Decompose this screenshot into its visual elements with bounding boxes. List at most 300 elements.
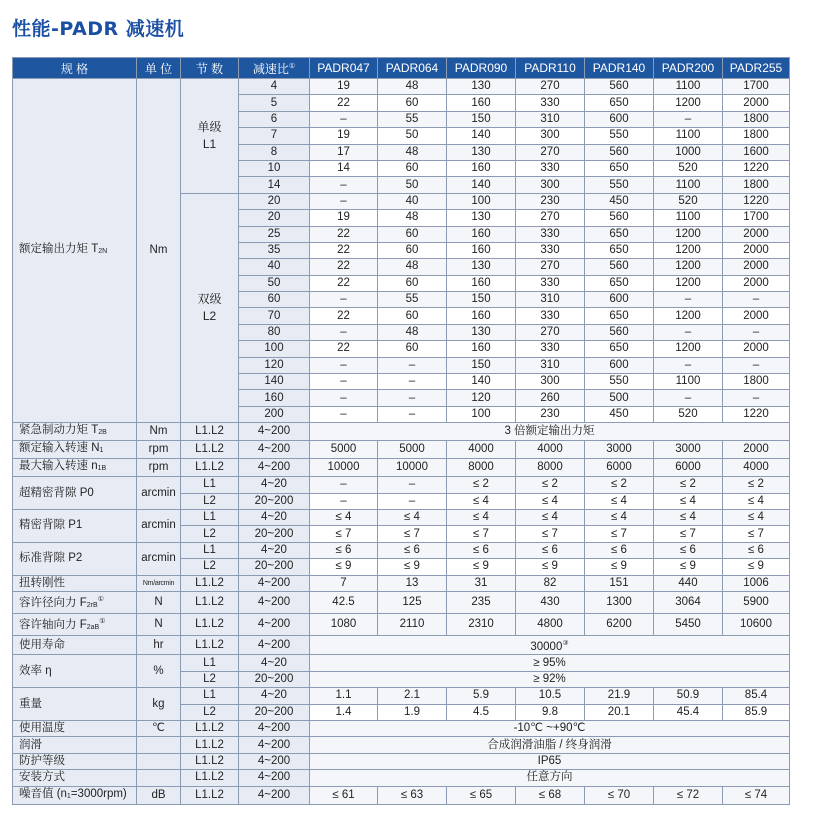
value-cell: ≤ 7	[447, 526, 516, 542]
value-cell: ≤ 6	[447, 542, 516, 558]
unit-cell: arcmin	[137, 542, 181, 575]
spec-label-text: 容许径向力 F	[19, 596, 87, 609]
span-text: -10℃ ~+90℃	[513, 722, 586, 735]
spec-label	[13, 635, 137, 655]
value-cell: 50	[378, 177, 447, 193]
value-cell: –	[310, 477, 378, 493]
ratio-cell: 4~200	[239, 423, 310, 441]
spec-label-note: ①	[97, 595, 104, 603]
stage-cell: L1.L2	[181, 575, 239, 591]
stage-cell: L1.L2	[181, 737, 239, 753]
value-cell: 55	[378, 111, 447, 127]
value-cell: 1200	[654, 95, 723, 111]
spec-label-subscript: 1B	[97, 465, 107, 473]
stage-cell: L1.L2	[181, 613, 239, 635]
unit-cell: ℃	[137, 720, 181, 736]
ratio-cell: 8	[239, 144, 310, 160]
value-cell: ≤ 7	[585, 526, 654, 542]
unit-cell: Nm	[137, 79, 181, 423]
ratio-cell: 20~200	[239, 559, 310, 575]
value-cell: 300	[516, 374, 585, 390]
value-cell: 4.5	[447, 704, 516, 720]
value-cell: 3000	[585, 441, 654, 459]
value-cell: ≤ 4	[447, 509, 516, 525]
value-cell: ≤ 2	[585, 477, 654, 493]
spec-label-subscript: 1	[99, 447, 104, 455]
value-cell: 160	[447, 95, 516, 111]
value-cell: 151	[585, 575, 654, 591]
stage-cell: L2	[181, 671, 239, 687]
value-cell: 560	[585, 259, 654, 275]
value-cell: 230	[516, 193, 585, 209]
value-cell: 270	[516, 210, 585, 226]
ratio-cell: 7	[239, 128, 310, 144]
value-cell: ≤ 4	[516, 509, 585, 525]
value-cell: 600	[585, 111, 654, 127]
value-cell: 150	[447, 111, 516, 127]
value-cell: ≤ 70	[585, 786, 654, 804]
value-cell: 560	[585, 324, 654, 340]
value-cell: 330	[516, 341, 585, 357]
value-cell: 17	[310, 144, 378, 160]
value-cell: 130	[447, 259, 516, 275]
ratio-cell: 4~200	[239, 720, 310, 736]
unit-cell	[137, 737, 181, 753]
unit-cell	[137, 770, 181, 786]
value-cell: 650	[585, 160, 654, 176]
spec-label	[13, 423, 137, 441]
value-cell: 1000	[654, 144, 723, 160]
value-cell: ≤ 6	[378, 542, 447, 558]
spec-label-text: 紧急制动力矩 T	[19, 424, 99, 437]
value-cell: 560	[585, 210, 654, 226]
value-cell: 330	[516, 275, 585, 291]
value-cell: 300	[516, 128, 585, 144]
value-cell: 21.9	[585, 688, 654, 704]
spec-label	[13, 459, 137, 477]
value-cell: 130	[447, 144, 516, 160]
stage-cell: L2	[181, 526, 239, 542]
value-cell: 140	[447, 128, 516, 144]
value-cell: ≤ 63	[378, 786, 447, 804]
value-cell: 520	[654, 160, 723, 176]
value-cell: 330	[516, 95, 585, 111]
value-cell: 130	[447, 79, 516, 95]
value-cell: ≤ 4	[585, 509, 654, 525]
value-cell: –	[378, 493, 447, 509]
stage-cell: L2	[181, 493, 239, 509]
stage-l2-name: 双级	[197, 291, 222, 306]
value-cell: ≤ 7	[516, 526, 585, 542]
table-row	[13, 477, 790, 493]
value-cell: 300	[516, 177, 585, 193]
spec-label	[13, 79, 137, 423]
ratio-cell: 4~200	[239, 635, 310, 655]
spec-label	[13, 786, 137, 804]
value-cell: ≤ 7	[723, 526, 790, 542]
unit-cell: rpm	[137, 441, 181, 459]
value-cell: 4000	[447, 441, 516, 459]
header-model: PADR064	[378, 58, 447, 79]
spec-label-text: 重量	[19, 697, 42, 710]
stage-cell: L1.L2	[181, 591, 239, 613]
span-note: ③	[562, 639, 569, 647]
value-cell: 1800	[723, 177, 790, 193]
value-cell: 235	[447, 591, 516, 613]
unit-cell: kg	[137, 688, 181, 721]
spec-table	[12, 57, 790, 805]
header-unit: 单 位	[137, 58, 181, 79]
value-cell: 650	[585, 95, 654, 111]
value-cell: 5.9	[447, 688, 516, 704]
table-row	[13, 441, 790, 459]
stage-cell: L1.L2	[181, 720, 239, 736]
value-cell: ≤ 9	[654, 559, 723, 575]
spec-label	[13, 720, 137, 736]
stage-l2	[181, 193, 239, 422]
value-cell: 2.1	[378, 688, 447, 704]
stage-l1-name: 单级	[197, 119, 222, 134]
value-cell: 1100	[654, 374, 723, 390]
value-cell: ≤ 74	[723, 786, 790, 804]
spec-label-text: 标准背隙 P2	[19, 552, 83, 565]
value-cell: 1300	[585, 591, 654, 613]
spec-label-text: 额定输入转速 N	[19, 442, 100, 455]
value-cell: ≤ 9	[447, 559, 516, 575]
table-row	[13, 542, 790, 558]
stage-cell: L2	[181, 704, 239, 720]
ratio-cell: 4~20	[239, 655, 310, 671]
unit-cell: hr	[137, 635, 181, 655]
value-cell: –	[310, 177, 378, 193]
spec-label-text: 噪音值 (n	[19, 787, 67, 800]
table-row	[13, 786, 790, 804]
spec-label	[13, 575, 137, 591]
value-cell: 160	[447, 242, 516, 258]
value-cell: 230	[516, 406, 585, 422]
value-cell: ≤ 2	[654, 477, 723, 493]
value-cell: 10.5	[516, 688, 585, 704]
span-value-cell	[310, 753, 790, 769]
value-cell: 1220	[723, 406, 790, 422]
value-cell: 5450	[654, 613, 723, 635]
value-cell: –	[310, 406, 378, 422]
value-cell: 48	[378, 79, 447, 95]
value-cell: 310	[516, 111, 585, 127]
span-value-cell	[310, 720, 790, 736]
value-cell: –	[310, 390, 378, 406]
value-cell: –	[378, 406, 447, 422]
value-cell: 270	[516, 324, 585, 340]
spec-label-text: 使用寿命	[19, 638, 65, 651]
value-cell: 130	[447, 210, 516, 226]
value-cell: 270	[516, 79, 585, 95]
spec-table-body	[13, 79, 790, 805]
ratio-cell: 4	[239, 79, 310, 95]
unit-cell: dB	[137, 786, 181, 804]
header-row	[13, 58, 790, 79]
value-cell: 650	[585, 275, 654, 291]
value-cell: 650	[585, 226, 654, 242]
value-cell: ≤ 6	[516, 542, 585, 558]
value-cell: 330	[516, 242, 585, 258]
value-cell: 1700	[723, 79, 790, 95]
ratio-cell: 14	[239, 177, 310, 193]
value-cell: 4000	[723, 459, 790, 477]
value-cell: 430	[516, 591, 585, 613]
spec-label-text: 效率 η	[19, 664, 52, 677]
stage-cell: L2	[181, 559, 239, 575]
value-cell: 600	[585, 357, 654, 373]
value-cell: –	[310, 292, 378, 308]
value-cell: 1.9	[378, 704, 447, 720]
value-cell: 82	[516, 575, 585, 591]
value-cell: 22	[310, 226, 378, 242]
value-cell: 450	[585, 406, 654, 422]
value-cell: 6200	[585, 613, 654, 635]
value-cell: ≤ 68	[516, 786, 585, 804]
ratio-cell: 4~20	[239, 688, 310, 704]
table-row	[13, 423, 790, 441]
unit-cell: Nm/arcmin	[137, 575, 181, 591]
ratio-cell: 4~200	[239, 786, 310, 804]
value-cell: 150	[447, 357, 516, 373]
spec-label-text: 使用温度	[19, 722, 65, 735]
value-cell: 22	[310, 95, 378, 111]
value-cell: ≤ 2	[516, 477, 585, 493]
ratio-cell: 20~200	[239, 704, 310, 720]
ratio-cell: 6	[239, 111, 310, 127]
stage-cell: L1.L2	[181, 459, 239, 477]
value-cell: 160	[447, 341, 516, 357]
ratio-cell: 4~200	[239, 613, 310, 635]
spec-label-text: 防护等级	[19, 754, 65, 767]
value-cell: 60	[378, 160, 447, 176]
span-value-cell	[310, 770, 790, 786]
span-text: 30000	[530, 640, 563, 653]
value-cell: 140	[447, 177, 516, 193]
value-cell: 1100	[654, 79, 723, 95]
value-cell: 1100	[654, 128, 723, 144]
value-cell: ≤ 6	[310, 542, 378, 558]
value-cell: 19	[310, 210, 378, 226]
stage-cell: L1.L2	[181, 770, 239, 786]
value-cell: 1200	[654, 341, 723, 357]
value-cell: 330	[516, 308, 585, 324]
value-cell: –	[654, 357, 723, 373]
table-row	[13, 79, 790, 95]
value-cell: 22	[310, 341, 378, 357]
spec-label-subscript: 2rB	[86, 601, 98, 609]
ratio-cell: 70	[239, 308, 310, 324]
value-cell: ≤ 9	[723, 559, 790, 575]
span-text: IP65	[537, 754, 562, 767]
value-cell: 6000	[585, 459, 654, 477]
spec-label-text: 额定输出力矩 T	[19, 243, 99, 256]
value-cell: 2000	[723, 95, 790, 111]
ratio-cell: 20~200	[239, 493, 310, 509]
value-cell: ≤ 61	[310, 786, 378, 804]
value-cell: 60	[378, 242, 447, 258]
value-cell: –	[378, 390, 447, 406]
value-cell: 160	[447, 226, 516, 242]
spec-label-note: ①	[99, 617, 106, 625]
value-cell: 85.9	[723, 704, 790, 720]
ratio-cell: 20	[239, 210, 310, 226]
spec-label	[13, 591, 137, 613]
spec-label-text: 超精密背隙 P0	[19, 486, 94, 499]
value-cell: ≤ 4	[585, 493, 654, 509]
value-cell: 22	[310, 308, 378, 324]
value-cell: 9.8	[516, 704, 585, 720]
header-ratio-label: 减速比	[252, 61, 289, 76]
unit-cell: Nm	[137, 423, 181, 441]
value-cell: 2000	[723, 341, 790, 357]
value-cell: 1220	[723, 193, 790, 209]
value-cell: 520	[654, 193, 723, 209]
value-cell: ≤ 4	[723, 509, 790, 525]
value-cell: 1200	[654, 242, 723, 258]
stage-cell: L1.L2	[181, 423, 239, 441]
ratio-cell: 60	[239, 292, 310, 308]
page-title: 性能-PADR 减速机	[12, 18, 185, 40]
spec-label-subscript: 2N	[98, 248, 108, 256]
value-cell: 22	[310, 242, 378, 258]
table-row	[13, 591, 790, 613]
value-cell: 130	[447, 324, 516, 340]
ratio-cell: 25	[239, 226, 310, 242]
value-cell: 1080	[310, 613, 378, 635]
header-ratio	[239, 58, 310, 79]
spec-label-text: 扭转刚性	[19, 576, 65, 589]
value-cell: 550	[585, 128, 654, 144]
spec-label-text: 最大输入转速 n	[19, 460, 98, 473]
value-cell: –	[654, 324, 723, 340]
value-cell: ≤ 9	[378, 559, 447, 575]
unit-cell: rpm	[137, 459, 181, 477]
spec-label-tail: =3000rpm)	[70, 787, 127, 800]
value-cell: 500	[585, 390, 654, 406]
value-cell: –	[310, 493, 378, 509]
value-cell: 1200	[654, 308, 723, 324]
value-cell: 650	[585, 308, 654, 324]
value-cell: –	[723, 390, 790, 406]
value-cell: 2110	[378, 613, 447, 635]
value-cell: 650	[585, 242, 654, 258]
ratio-cell: 4~200	[239, 737, 310, 753]
stage-cell: L1	[181, 477, 239, 493]
value-cell: 5000	[378, 441, 447, 459]
value-cell: 42.5	[310, 591, 378, 613]
value-cell: 48	[378, 259, 447, 275]
header-model: PADR140	[585, 58, 654, 79]
header-model: PADR090	[447, 58, 516, 79]
value-cell: ≤ 7	[310, 526, 378, 542]
value-cell: 10600	[723, 613, 790, 635]
value-cell: 10000	[378, 459, 447, 477]
value-cell: 2000	[723, 226, 790, 242]
stage-cell: L1	[181, 688, 239, 704]
spec-label	[13, 753, 137, 769]
value-cell: 1.4	[310, 704, 378, 720]
unit-cell: N	[137, 591, 181, 613]
table-row	[13, 509, 790, 525]
ratio-cell: 4~200	[239, 441, 310, 459]
value-cell: ≤ 65	[447, 786, 516, 804]
stage-cell: L1.L2	[181, 441, 239, 459]
ratio-cell: 4~20	[239, 477, 310, 493]
ratio-cell: 20~200	[239, 671, 310, 687]
value-cell: 270	[516, 259, 585, 275]
table-row	[13, 753, 790, 769]
value-cell: –	[310, 111, 378, 127]
value-cell: –	[723, 324, 790, 340]
value-cell: 1200	[654, 226, 723, 242]
value-cell: 50	[378, 128, 447, 144]
value-cell: 7	[310, 575, 378, 591]
ratio-cell: 35	[239, 242, 310, 258]
spec-label	[13, 688, 137, 721]
value-cell: 2310	[447, 613, 516, 635]
stage-cell: L1	[181, 509, 239, 525]
value-cell: –	[378, 477, 447, 493]
value-cell: 8000	[447, 459, 516, 477]
value-cell: 550	[585, 177, 654, 193]
header-stage: 节 数	[181, 58, 239, 79]
spec-label-subscript: 1	[66, 792, 71, 800]
value-cell: 330	[516, 160, 585, 176]
value-cell: ≤ 2	[723, 477, 790, 493]
ratio-cell: 4~200	[239, 459, 310, 477]
value-cell: 22	[310, 259, 378, 275]
ratio-cell: 200	[239, 406, 310, 422]
table-row	[13, 688, 790, 704]
value-cell: 60	[378, 275, 447, 291]
value-cell: 520	[654, 406, 723, 422]
value-cell: 48	[378, 324, 447, 340]
spec-label-text: 安装方式	[19, 771, 65, 784]
value-cell: –	[723, 292, 790, 308]
spec-label	[13, 770, 137, 786]
stage-cell: L1.L2	[181, 753, 239, 769]
value-cell: 5900	[723, 591, 790, 613]
value-cell: 550	[585, 374, 654, 390]
spec-label-text: 容许轴向力 F	[19, 618, 87, 631]
value-cell: ≤ 72	[654, 786, 723, 804]
table-row	[13, 720, 790, 736]
value-cell: 1006	[723, 575, 790, 591]
value-cell: ≤ 6	[723, 542, 790, 558]
value-cell: 50.9	[654, 688, 723, 704]
value-cell: 450	[585, 193, 654, 209]
value-cell: 600	[585, 292, 654, 308]
ratio-cell: 5	[239, 95, 310, 111]
ratio-cell: 40	[239, 259, 310, 275]
value-cell: 160	[447, 308, 516, 324]
value-cell: –	[654, 292, 723, 308]
span-value-cell	[310, 423, 790, 441]
span-value-cell	[310, 737, 790, 753]
value-cell: 6000	[654, 459, 723, 477]
value-cell: 440	[654, 575, 723, 591]
value-cell: 2000	[723, 308, 790, 324]
value-cell: 2000	[723, 242, 790, 258]
value-cell: –	[654, 111, 723, 127]
value-cell: 3000	[654, 441, 723, 459]
value-cell: 1220	[723, 160, 790, 176]
span-value-cell: ≥ 95%	[310, 655, 790, 671]
value-cell: 19	[310, 79, 378, 95]
